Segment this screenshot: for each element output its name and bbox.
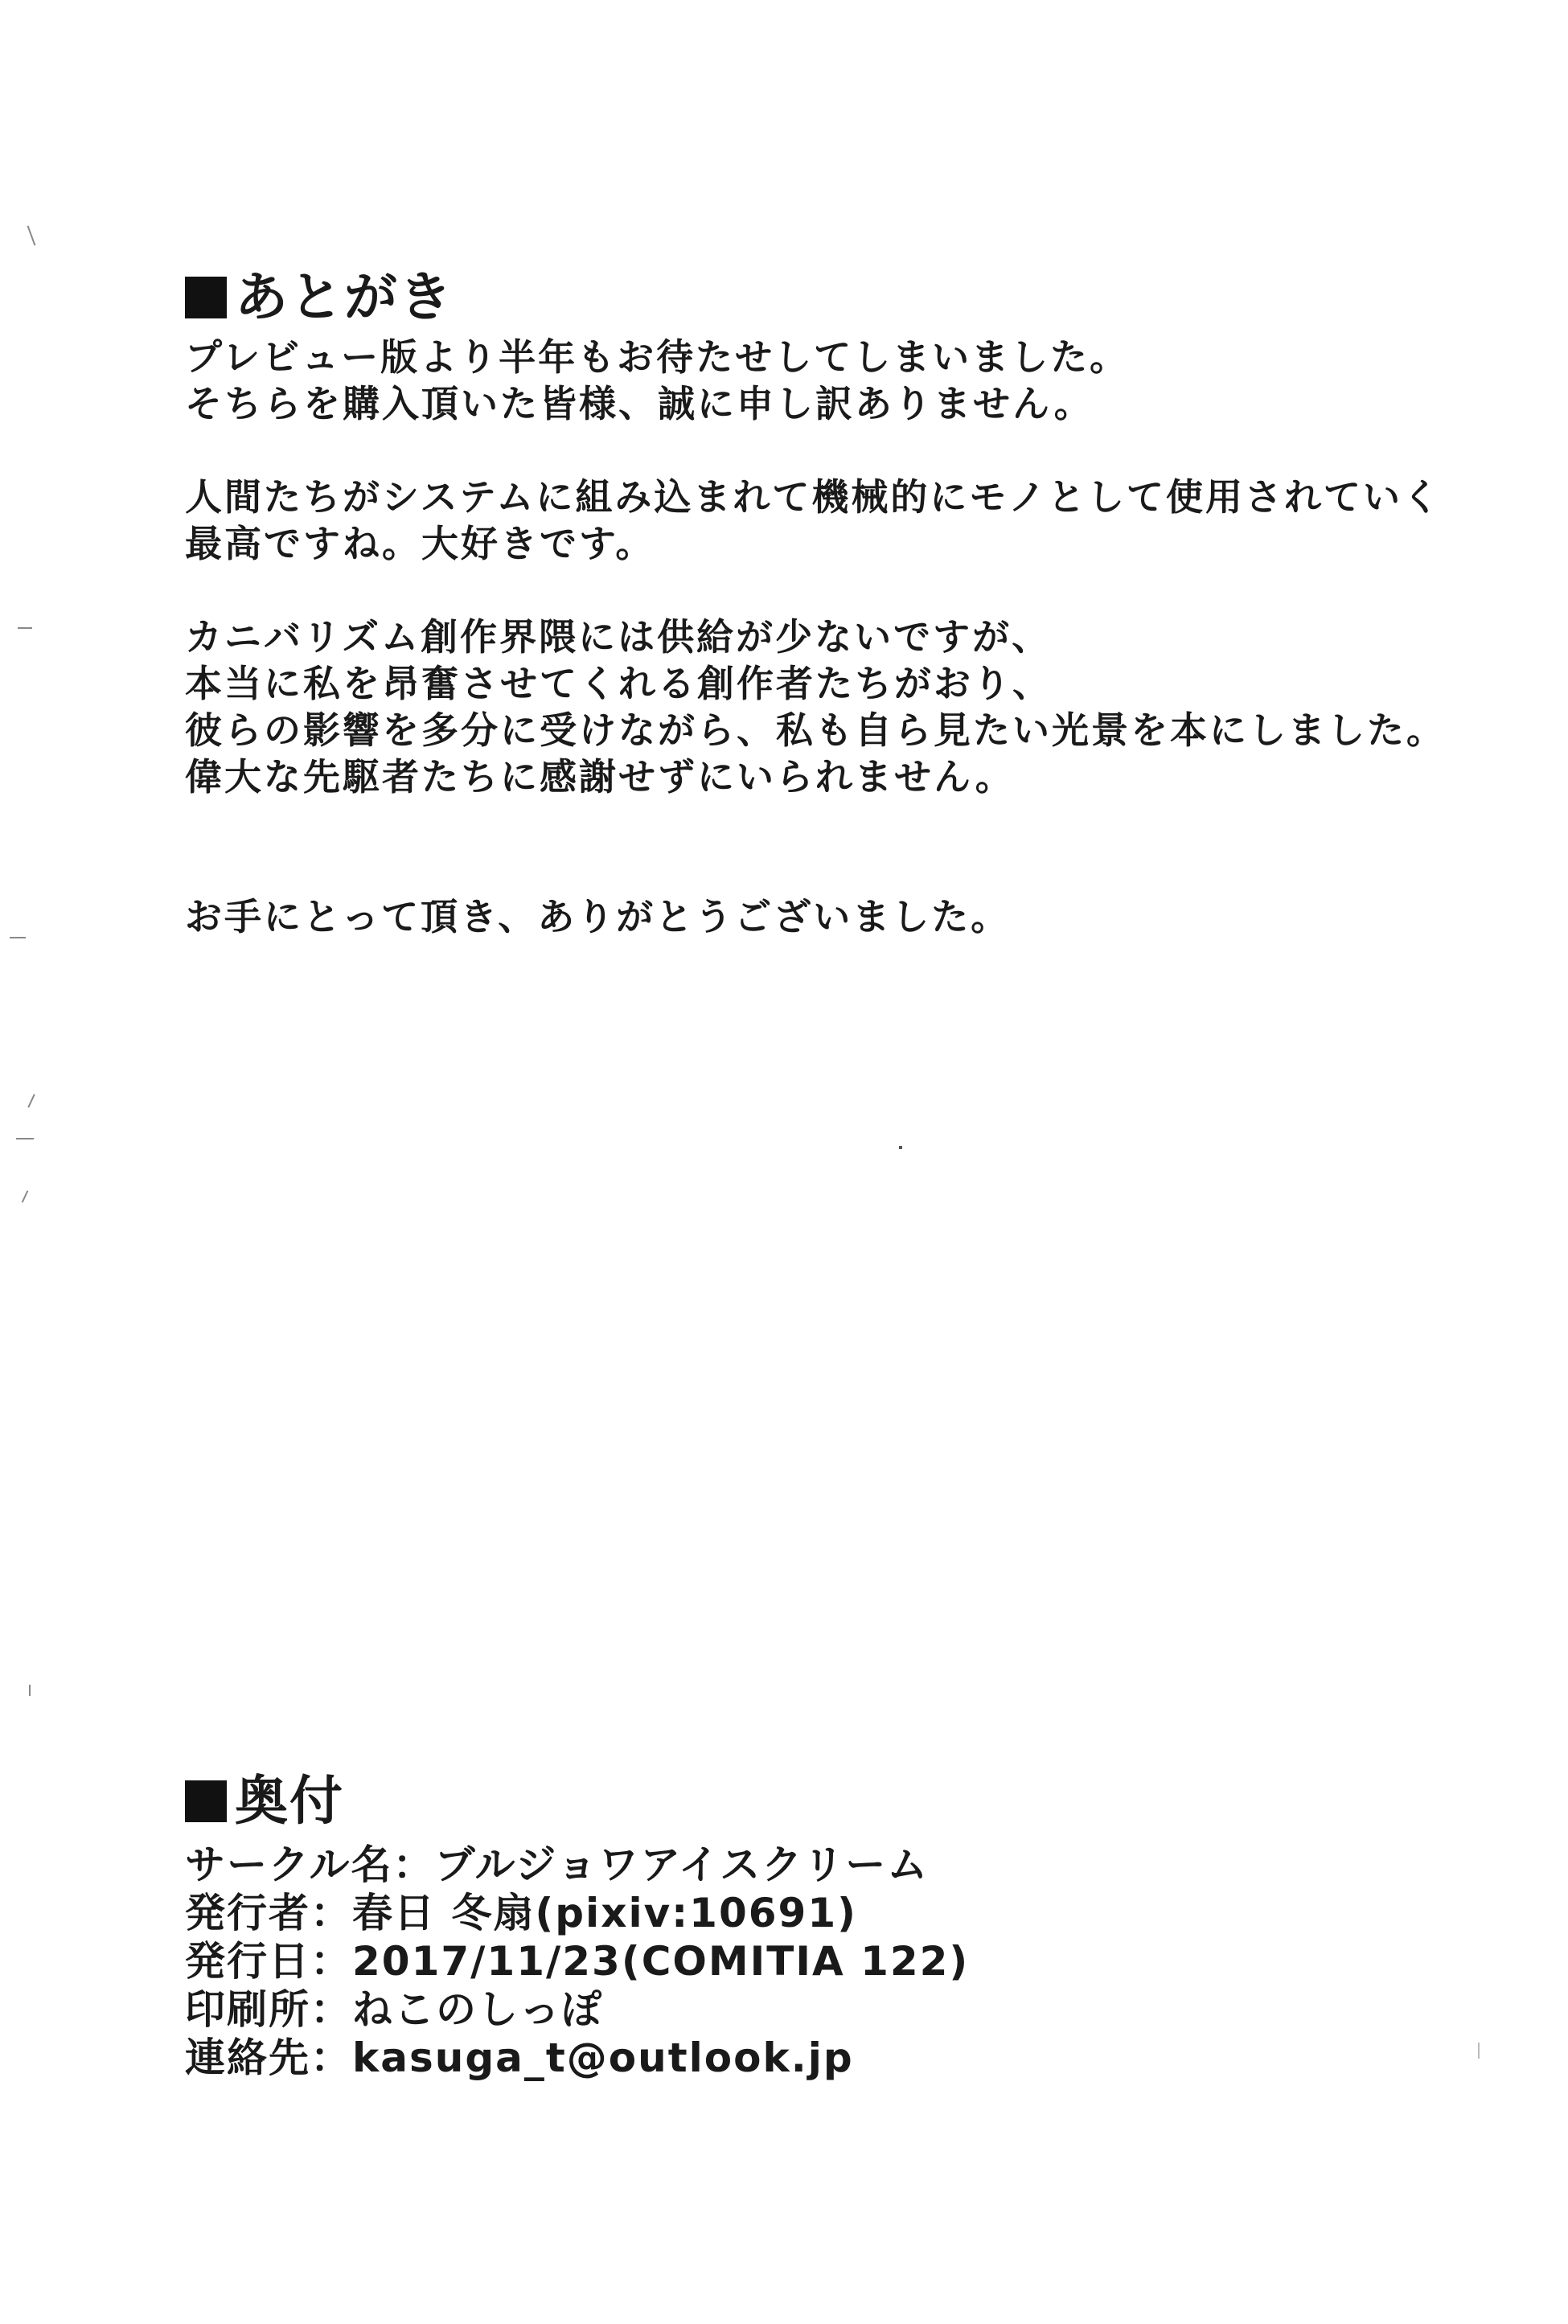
- afterword-line: 偉大な先駆者たちに感謝せずにいられません。: [185, 755, 1015, 799]
- afterword-line: そちらを購入頂いた皆様、誠に申し訳ありません。: [185, 382, 1094, 425]
- colophon-section: [185, 1765, 1504, 2082]
- colophon-heading: [185, 1765, 1504, 1837]
- afterword-line: カニバリズム創作界隈には供給が少ないですが、: [185, 615, 1052, 659]
- afterword-paragraph-4: [185, 893, 1504, 940]
- colophon-circle-name: サークル名：ブルジョワアイスクリーム: [185, 1842, 930, 1888]
- afterword-section: [185, 261, 1504, 940]
- colophon-contact: 連絡先：kasuga_t@outlook.jp: [185, 2035, 854, 2081]
- scan-speck: [18, 627, 32, 629]
- scan-speck: [29, 1685, 31, 1696]
- scan-speck: [27, 1094, 35, 1107]
- scan-speck: [16, 1138, 34, 1139]
- square-bullet-icon: [185, 277, 227, 318]
- afterword-closing-line: お手にとって頂き、ありがとうございました。: [185, 895, 1011, 938]
- colophon-printer: 印刷所：ねこのしっぽ: [185, 1986, 603, 2033]
- afterword-line: 最高ですね。大好きです。: [185, 522, 655, 565]
- scan-speck: [27, 225, 36, 245]
- afterword-line: 彼らの影響を多分に受けながら、私も自ら見たい光景を本にしました。: [185, 708, 1446, 752]
- afterword-heading-text: あとがき: [235, 266, 454, 328]
- scan-speck: [10, 937, 26, 938]
- afterword-line: 本当に私を昂奮させてくれる創作者たちがおり、: [185, 662, 1052, 705]
- afterword-heading: [185, 261, 1504, 334]
- afterword-paragraph-3: [185, 614, 1504, 800]
- scan-speck: [899, 1146, 902, 1149]
- scan-speck: [22, 1190, 29, 1202]
- afterword-line: 人間たちがシステムに組み込まれて機械的にモノとして使用されていく: [185, 475, 1442, 519]
- afterword-paragraph-1: [185, 334, 1504, 427]
- afterword-paragraph-2: [185, 474, 1504, 567]
- colophon-heading-text: 奥付: [235, 1770, 344, 1832]
- square-bullet-icon: [185, 1780, 227, 1822]
- scan-speck: [1478, 2043, 1480, 2059]
- colophon-publish-date: 発行日：2017/11/23(COMITIA 122): [185, 1938, 970, 1985]
- colophon-publisher: 発行者：春日 冬扇(pixiv:10691): [185, 1890, 857, 1936]
- afterword-line: プレビュー版より半年もお待たせしてしまいました。: [185, 335, 1130, 379]
